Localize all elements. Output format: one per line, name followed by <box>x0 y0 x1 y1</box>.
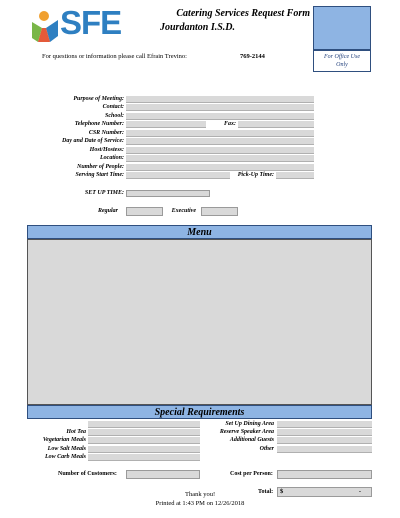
label-csr: CSR Number: <box>88 130 124 136</box>
total-value: - <box>358 488 361 495</box>
vegetarian-field[interactable] <box>88 437 200 444</box>
label-contact: Contact: <box>102 104 124 110</box>
label-location: Location: <box>100 155 124 161</box>
special-left-field-0[interactable] <box>88 421 200 428</box>
additional-guests-field[interactable] <box>277 437 372 444</box>
setup-dining-field[interactable] <box>277 421 372 428</box>
label-fax: Fax: <box>224 121 236 127</box>
label-vegetarian: Vegetarian Meals <box>42 437 86 443</box>
office-use-label: For Office Use Only <box>324 54 360 68</box>
contact-phone: 769-2144 <box>240 53 265 60</box>
label-other: Other <box>259 446 274 452</box>
hot-tea-field[interactable] <box>88 429 200 436</box>
form-title: Catering Services Request Form <box>176 8 310 19</box>
cost-per-person-field[interactable] <box>277 470 372 479</box>
label-low-salt: Low Salt Meals <box>47 446 86 452</box>
day-date-field[interactable] <box>126 138 314 145</box>
serving-start-field[interactable] <box>126 172 230 179</box>
label-executive: Executive <box>171 208 196 214</box>
special-requirements-header: Special Requirements <box>27 405 372 419</box>
menu-area[interactable] <box>27 239 372 405</box>
label-purpose: Purpose of Meeting: <box>73 96 124 102</box>
label-additional-guests: Additional Guests <box>229 437 274 443</box>
district-title: Jourdanton I.S.D. <box>160 22 236 33</box>
school-field[interactable] <box>126 113 314 120</box>
low-carb-field[interactable] <box>88 454 200 461</box>
label-day-date: Day and Date of Service: <box>62 138 124 144</box>
office-use-label-box <box>313 50 371 72</box>
menu-header: Menu <box>27 225 372 239</box>
customers-field[interactable] <box>126 470 200 479</box>
contact-field[interactable] <box>126 104 314 111</box>
label-telephone: Telephone Number: <box>74 121 124 127</box>
reserve-speaker-field[interactable] <box>277 429 372 436</box>
low-salt-field[interactable] <box>88 446 200 453</box>
label-host: Host/Hostess: <box>89 147 124 153</box>
label-reserve-speaker: Reserve Speaker Area <box>219 429 274 435</box>
people-field[interactable] <box>126 164 314 171</box>
label-setup-time: SET UP TIME: <box>84 190 124 196</box>
pickup-field[interactable] <box>276 172 314 179</box>
executive-field[interactable] <box>201 207 238 216</box>
purpose-field[interactable] <box>126 96 314 103</box>
host-field[interactable] <box>126 147 314 154</box>
total-currency: $ <box>280 488 284 495</box>
setup-time-field[interactable] <box>126 190 210 197</box>
logo-figure-icon <box>30 8 60 42</box>
label-cost-per-person: Cost per Person: <box>230 471 273 477</box>
total-field[interactable] <box>277 487 372 497</box>
label-low-carb: Low Carb Meals <box>44 454 86 460</box>
label-customers: Number of Customers: <box>58 471 117 477</box>
location-field[interactable] <box>126 155 314 162</box>
label-setup-dining: Set Up Dining Area <box>225 421 274 427</box>
label-school: School: <box>104 113 124 119</box>
label-people: Number of People: <box>77 164 124 170</box>
other-field[interactable] <box>277 446 372 453</box>
contact-line: For questions or information please call Efrain Trevino: <box>42 53 187 60</box>
label-hot-tea: Hot Tea <box>66 429 86 435</box>
label-pickup: Pick-Up Time: <box>237 172 274 178</box>
office-use-box <box>313 6 371 50</box>
printed-timestamp: Printed at 1:43 PM on 12/26/2018 <box>155 500 245 507</box>
logo-text: SFE <box>60 4 122 41</box>
label-total: Total: <box>258 489 274 495</box>
telephone-field[interactable] <box>126 121 206 128</box>
csr-field[interactable] <box>126 130 314 137</box>
thank-you-text: Thank you! <box>185 491 216 498</box>
label-serving-start: Serving Start Time: <box>75 172 124 178</box>
fax-field[interactable] <box>238 121 314 128</box>
label-regular: Regular <box>97 208 118 214</box>
logo <box>30 4 126 42</box>
